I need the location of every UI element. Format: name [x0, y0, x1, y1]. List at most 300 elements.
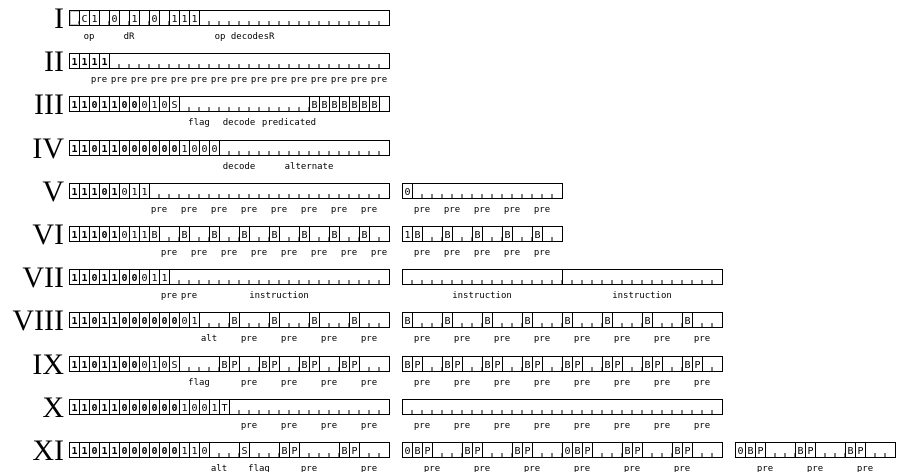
- prefix-bit: 0: [121, 360, 128, 371]
- prefix-bit: 1: [91, 187, 98, 198]
- field-cell: B: [241, 230, 248, 241]
- field-cell: 0: [564, 446, 571, 457]
- field-label: decode: [222, 118, 256, 128]
- row-numeral: II: [44, 45, 64, 78]
- field-cell: 0: [141, 100, 148, 111]
- field-label: pre: [150, 75, 168, 85]
- field-cell: 1: [131, 187, 138, 198]
- field-cell: B: [371, 100, 378, 111]
- field-label: pre: [180, 205, 198, 215]
- field-label: pre: [280, 334, 298, 344]
- field-label: pre: [533, 421, 551, 431]
- field-cell: P: [684, 446, 691, 457]
- field-cell: P: [654, 360, 661, 371]
- field-cell: 1: [191, 446, 198, 457]
- prefix-bit: 0: [131, 273, 138, 284]
- field-cell: S: [171, 360, 178, 371]
- field-cell: B: [351, 316, 358, 327]
- field-label: pre: [673, 464, 691, 472]
- prefix-bit: 1: [81, 187, 88, 198]
- field-cell: B: [181, 230, 188, 241]
- field-cell: B: [361, 230, 368, 241]
- prefix-bit: 1: [111, 144, 118, 155]
- prefix-bit: 1: [71, 230, 78, 241]
- field-cell: B: [271, 316, 278, 327]
- field-label: pre: [280, 421, 298, 431]
- prefix-bit: 0: [121, 100, 128, 111]
- field-cell: 0: [191, 403, 198, 414]
- field-cell: B: [847, 446, 854, 457]
- field-cell: B: [301, 360, 308, 371]
- field-label: flag: [188, 378, 210, 388]
- field-cell: B: [341, 100, 348, 111]
- field-cell: P: [584, 446, 591, 457]
- prefix-bit: 1: [71, 187, 78, 198]
- field-cell: B: [444, 360, 451, 371]
- prefix-bit: 0: [91, 403, 98, 414]
- field-cell: B: [484, 316, 491, 327]
- prefix-bit: 1: [111, 230, 118, 241]
- field-label: pre: [453, 378, 471, 388]
- field-label: pre: [533, 378, 551, 388]
- field-cell: 1: [191, 14, 198, 25]
- field-label: pre: [190, 248, 208, 258]
- field-cell: 0: [121, 187, 128, 198]
- prefix-bit: 1: [81, 446, 88, 457]
- prefix-bit: 1: [81, 403, 88, 414]
- prefix-bit: 0: [121, 446, 128, 457]
- field-cell: P: [634, 446, 641, 457]
- field-cell: B: [414, 230, 421, 241]
- prefix-bit: 0: [151, 316, 158, 327]
- prefix-bit: 1: [101, 360, 108, 371]
- prefix-bit: 0: [151, 403, 158, 414]
- field-cell: 1: [131, 230, 138, 241]
- field-cell: 1: [181, 403, 188, 414]
- prefix-bit: 1: [101, 273, 108, 284]
- row-numeral: VI: [32, 218, 64, 251]
- prefix-bit: 0: [91, 360, 98, 371]
- field-label: pre: [160, 248, 178, 258]
- prefix-bit: 1: [101, 100, 108, 111]
- prefix-bit: 1: [71, 57, 78, 68]
- field-cell: P: [231, 360, 238, 371]
- field-cell: 1: [191, 316, 198, 327]
- field-cell: B: [464, 446, 471, 457]
- prefix-bit: 0: [91, 100, 98, 111]
- field-label: pre: [533, 205, 551, 215]
- field-cell: B: [211, 230, 218, 241]
- field-label: pre: [220, 248, 238, 258]
- prefix-bit: 1: [71, 403, 78, 414]
- field-cell: C: [81, 14, 88, 25]
- field-cell: 0: [404, 187, 411, 198]
- field-cell: B: [797, 446, 804, 457]
- field-label: pre: [180, 291, 198, 301]
- field-cell: 1: [181, 144, 188, 155]
- row-numeral: X: [42, 391, 64, 424]
- field-cell: P: [474, 446, 481, 457]
- field-cell: 0: [141, 360, 148, 371]
- field-cell: P: [351, 360, 358, 371]
- field-label: op decode: [214, 32, 264, 42]
- field-label: pre: [160, 291, 178, 301]
- prefix-bit: 0: [141, 316, 148, 327]
- prefix-bit: 0: [131, 403, 138, 414]
- field-label: pre: [573, 334, 591, 344]
- field-label: pre: [360, 334, 378, 344]
- field-label: pre: [623, 464, 641, 472]
- field-cell: 0: [404, 446, 411, 457]
- row-numeral: XI: [32, 434, 64, 467]
- field-cell: 1: [131, 14, 138, 25]
- prefix-bit: 0: [151, 446, 158, 457]
- field-cell: B: [484, 360, 491, 371]
- field-cell: B: [684, 360, 691, 371]
- field-label: pre: [613, 378, 631, 388]
- field-cell: 0: [211, 144, 218, 155]
- field-label: pre: [413, 334, 431, 344]
- prefix-bit: 1: [81, 230, 88, 241]
- field-label: pre: [300, 464, 318, 472]
- field-cell: T: [221, 403, 228, 414]
- field-cell: B: [524, 316, 531, 327]
- field-cell: B: [331, 230, 338, 241]
- field-cell: P: [524, 446, 531, 457]
- field-label: pre: [413, 248, 431, 258]
- field-cell: B: [624, 446, 631, 457]
- field-cell: 1: [404, 230, 411, 241]
- field-cell: B: [644, 360, 651, 371]
- prefix-bit: 0: [121, 144, 128, 155]
- field-label: pre: [280, 378, 298, 388]
- field-label: pre: [573, 378, 591, 388]
- field-label: pre: [453, 334, 471, 344]
- field-cell: B: [261, 360, 268, 371]
- field-cell: 0: [201, 144, 208, 155]
- field-cell: B: [747, 446, 754, 457]
- prefix-bit: 1: [111, 273, 118, 284]
- field-cell: B: [674, 446, 681, 457]
- field-label: pre: [503, 205, 521, 215]
- field-cell: B: [281, 446, 288, 457]
- field-label: flag: [248, 464, 270, 472]
- field-cell: 0: [191, 144, 198, 155]
- field-cell: B: [474, 230, 481, 241]
- field-cell: 0: [121, 230, 128, 241]
- field-label: pre: [693, 334, 711, 344]
- field-cell: S: [171, 100, 178, 111]
- field-cell: B: [151, 230, 158, 241]
- field-cell: P: [694, 360, 701, 371]
- field-cell: 1: [141, 230, 148, 241]
- prefix-bit: 1: [71, 316, 78, 327]
- prefix-bit: 0: [161, 403, 168, 414]
- field-label: pre: [443, 248, 461, 258]
- field-label: pre: [150, 205, 168, 215]
- field-label: pre: [370, 248, 388, 258]
- field-label: pre: [473, 205, 491, 215]
- prefix-bit: 0: [131, 144, 138, 155]
- field-cell: P: [424, 446, 431, 457]
- field-cell: P: [857, 446, 864, 457]
- prefix-bit: 0: [171, 446, 178, 457]
- field-cell: B: [231, 316, 238, 327]
- field-label: pre: [330, 75, 348, 85]
- field-label: pre: [756, 464, 774, 472]
- prefix-bit: 1: [81, 360, 88, 371]
- prefix-bit: 1: [81, 273, 88, 284]
- field-label: pre: [533, 248, 551, 258]
- prefix-bit: 0: [131, 360, 138, 371]
- prefix-bit: 1: [111, 187, 118, 198]
- prefix-bit: 0: [171, 316, 178, 327]
- prefix-bit: 0: [171, 144, 178, 155]
- field-cell: B: [361, 100, 368, 111]
- field-label: pre: [130, 75, 148, 85]
- prefix-bit: 0: [131, 100, 138, 111]
- prefix-bit: 1: [111, 100, 118, 111]
- prefix-bit: 0: [91, 273, 98, 284]
- prefix-bit: 1: [81, 100, 88, 111]
- field-cell: 0: [111, 14, 118, 25]
- field-cell: B: [644, 316, 651, 327]
- field-label: pre: [533, 334, 551, 344]
- field-cell: 1: [151, 100, 158, 111]
- field-label: pre: [413, 205, 431, 215]
- field-cell: 0: [201, 403, 208, 414]
- field-label: pre: [360, 205, 378, 215]
- field-cell: S: [241, 446, 248, 457]
- prefix-bit: 1: [81, 57, 88, 68]
- field-cell: P: [454, 360, 461, 371]
- field-cell: 0: [151, 14, 158, 25]
- field-label: pre: [453, 421, 471, 431]
- field-label: pre: [190, 75, 208, 85]
- row-numeral: V: [42, 175, 64, 208]
- field-label: pre: [340, 248, 358, 258]
- prefix-bit: 1: [91, 57, 98, 68]
- prefix-bit: 1: [81, 144, 88, 155]
- prefix-bit: 0: [121, 403, 128, 414]
- prefix-bit: 0: [131, 446, 138, 457]
- field-cell: P: [351, 446, 358, 457]
- field-cell: B: [311, 100, 318, 111]
- prefix-bit: 0: [141, 144, 148, 155]
- field-label: pre: [573, 464, 591, 472]
- prefix-bit: 1: [81, 316, 88, 327]
- field-label: pre: [270, 75, 288, 85]
- field-cell: P: [311, 360, 318, 371]
- field-label: pre: [270, 205, 288, 215]
- prefix-bit: 0: [121, 316, 128, 327]
- field-cell: P: [534, 360, 541, 371]
- field-cell: P: [494, 360, 501, 371]
- field-label: pre: [653, 378, 671, 388]
- field-label: pre: [360, 421, 378, 431]
- field-label: pre: [413, 378, 431, 388]
- field-label: pre: [503, 248, 521, 258]
- field-label: pre: [613, 421, 631, 431]
- field-cell: B: [221, 360, 228, 371]
- field-label: pre: [310, 75, 328, 85]
- prefix-bit: 0: [161, 446, 168, 457]
- field-cell: 1: [91, 14, 98, 25]
- field-cell: 1: [161, 273, 168, 284]
- field-cell: B: [574, 446, 581, 457]
- row-numeral: IX: [32, 348, 64, 381]
- field-cell: B: [404, 316, 411, 327]
- field-cell: 0: [141, 273, 148, 284]
- field-label: pre: [240, 205, 258, 215]
- field-cell: P: [574, 360, 581, 371]
- field-cell: P: [291, 446, 298, 457]
- field-cell: B: [321, 100, 328, 111]
- prefix-bit: 1: [111, 403, 118, 414]
- field-cell: B: [271, 230, 278, 241]
- field-label: pre: [300, 205, 318, 215]
- field-label: pre: [370, 75, 388, 85]
- field-cell: B: [524, 360, 531, 371]
- field-label: alt: [210, 464, 228, 472]
- field-label: pre: [523, 464, 541, 472]
- field-cell: B: [301, 230, 308, 241]
- field-label: pre: [320, 378, 338, 388]
- field-label: pre: [693, 421, 711, 431]
- prefix-bit: 1: [101, 144, 108, 155]
- field-label: dR: [123, 32, 135, 42]
- prefix-bit: 0: [141, 446, 148, 457]
- field-label: pre: [350, 75, 368, 85]
- prefix-bit: 1: [101, 316, 108, 327]
- field-label: instruction: [452, 291, 512, 301]
- prefix-bit: 0: [141, 403, 148, 414]
- field-cell: 0: [201, 446, 208, 457]
- prefix-bit: 1: [111, 316, 118, 327]
- field-label: pre: [240, 421, 258, 431]
- field-label: pre: [240, 334, 258, 344]
- prefix-bit: 1: [71, 144, 78, 155]
- row-numeral: VII: [22, 261, 64, 294]
- field-label: pre: [806, 464, 824, 472]
- field-label: decode: [222, 162, 256, 172]
- field-label: pre: [330, 205, 348, 215]
- field-label: instruction: [612, 291, 672, 301]
- field-cell: B: [604, 316, 611, 327]
- field-label: op: [83, 32, 95, 42]
- field-label: pre: [210, 75, 228, 85]
- field-cell: B: [604, 360, 611, 371]
- prefix-bit: 1: [71, 446, 78, 457]
- field-label: pre: [360, 378, 378, 388]
- field-label: alternate: [284, 162, 334, 172]
- field-cell: P: [271, 360, 278, 371]
- field-cell: B: [341, 446, 348, 457]
- field-cell: 0: [161, 360, 168, 371]
- field-label: pre: [210, 205, 228, 215]
- field-label: pre: [320, 334, 338, 344]
- prefix-bit: 0: [151, 144, 158, 155]
- field-label: predicated: [261, 118, 317, 128]
- field-cell: B: [514, 446, 521, 457]
- field-cell: B: [444, 316, 451, 327]
- prefix-bit: 1: [101, 57, 108, 68]
- field-label: pre: [230, 75, 248, 85]
- field-cell: B: [534, 230, 541, 241]
- field-label: pre: [413, 421, 431, 431]
- prefix-bit: 0: [161, 144, 168, 155]
- row-numeral: VIII: [12, 304, 64, 337]
- field-label: pre: [250, 248, 268, 258]
- field-label: pre: [573, 421, 591, 431]
- field-label: pre: [250, 75, 268, 85]
- field-cell: B: [444, 230, 451, 241]
- field-label: pre: [653, 421, 671, 431]
- prefix-bit: 1: [101, 446, 108, 457]
- field-cell: B: [331, 100, 338, 111]
- field-label: pre: [653, 334, 671, 344]
- field-cell: B: [504, 230, 511, 241]
- field-label: pre: [360, 464, 378, 472]
- field-label: pre: [473, 464, 491, 472]
- field-cell: 0: [181, 316, 188, 327]
- field-cell: B: [311, 316, 318, 327]
- field-cell: B: [684, 316, 691, 327]
- field-cell: P: [807, 446, 814, 457]
- prefix-bit: 1: [111, 360, 118, 371]
- field-cell: 0: [161, 100, 168, 111]
- field-label: flag: [188, 118, 210, 128]
- field-label: pre: [693, 378, 711, 388]
- row-numeral: IV: [32, 132, 64, 165]
- field-label: pre: [613, 334, 631, 344]
- field-label: instruction: [249, 291, 309, 301]
- field-label: pre: [320, 421, 338, 431]
- field-label: pre: [90, 75, 108, 85]
- field-label: sR: [263, 32, 275, 42]
- field-cell: 1: [181, 446, 188, 457]
- row-numeral: I: [54, 2, 64, 35]
- field-label: pre: [493, 421, 511, 431]
- field-cell: 1: [151, 273, 158, 284]
- row-numeral: III: [34, 88, 64, 121]
- field-label: pre: [443, 205, 461, 215]
- field-cell: P: [757, 446, 764, 457]
- prefix-bit: 0: [131, 316, 138, 327]
- field-label: pre: [493, 334, 511, 344]
- prefix-bit: 0: [91, 446, 98, 457]
- field-cell: 1: [171, 14, 178, 25]
- prefix-bit: 0: [171, 403, 178, 414]
- field-cell: P: [414, 360, 421, 371]
- prefix-bit: 0: [161, 316, 168, 327]
- field-label: pre: [493, 378, 511, 388]
- prefix-bit: 1: [71, 100, 78, 111]
- field-label: pre: [473, 248, 491, 258]
- field-cell: B: [414, 446, 421, 457]
- prefix-bit: 1: [111, 446, 118, 457]
- prefix-bit: 0: [91, 316, 98, 327]
- prefix-bit: 0: [101, 187, 108, 198]
- field-label: pre: [170, 75, 188, 85]
- prefix-bit: 0: [121, 273, 128, 284]
- field-cell: B: [564, 360, 571, 371]
- prefix-bit: 0: [101, 230, 108, 241]
- field-label: alt: [200, 334, 218, 344]
- field-label: pre: [423, 464, 441, 472]
- field-cell: B: [564, 316, 571, 327]
- field-cell: 1: [211, 403, 218, 414]
